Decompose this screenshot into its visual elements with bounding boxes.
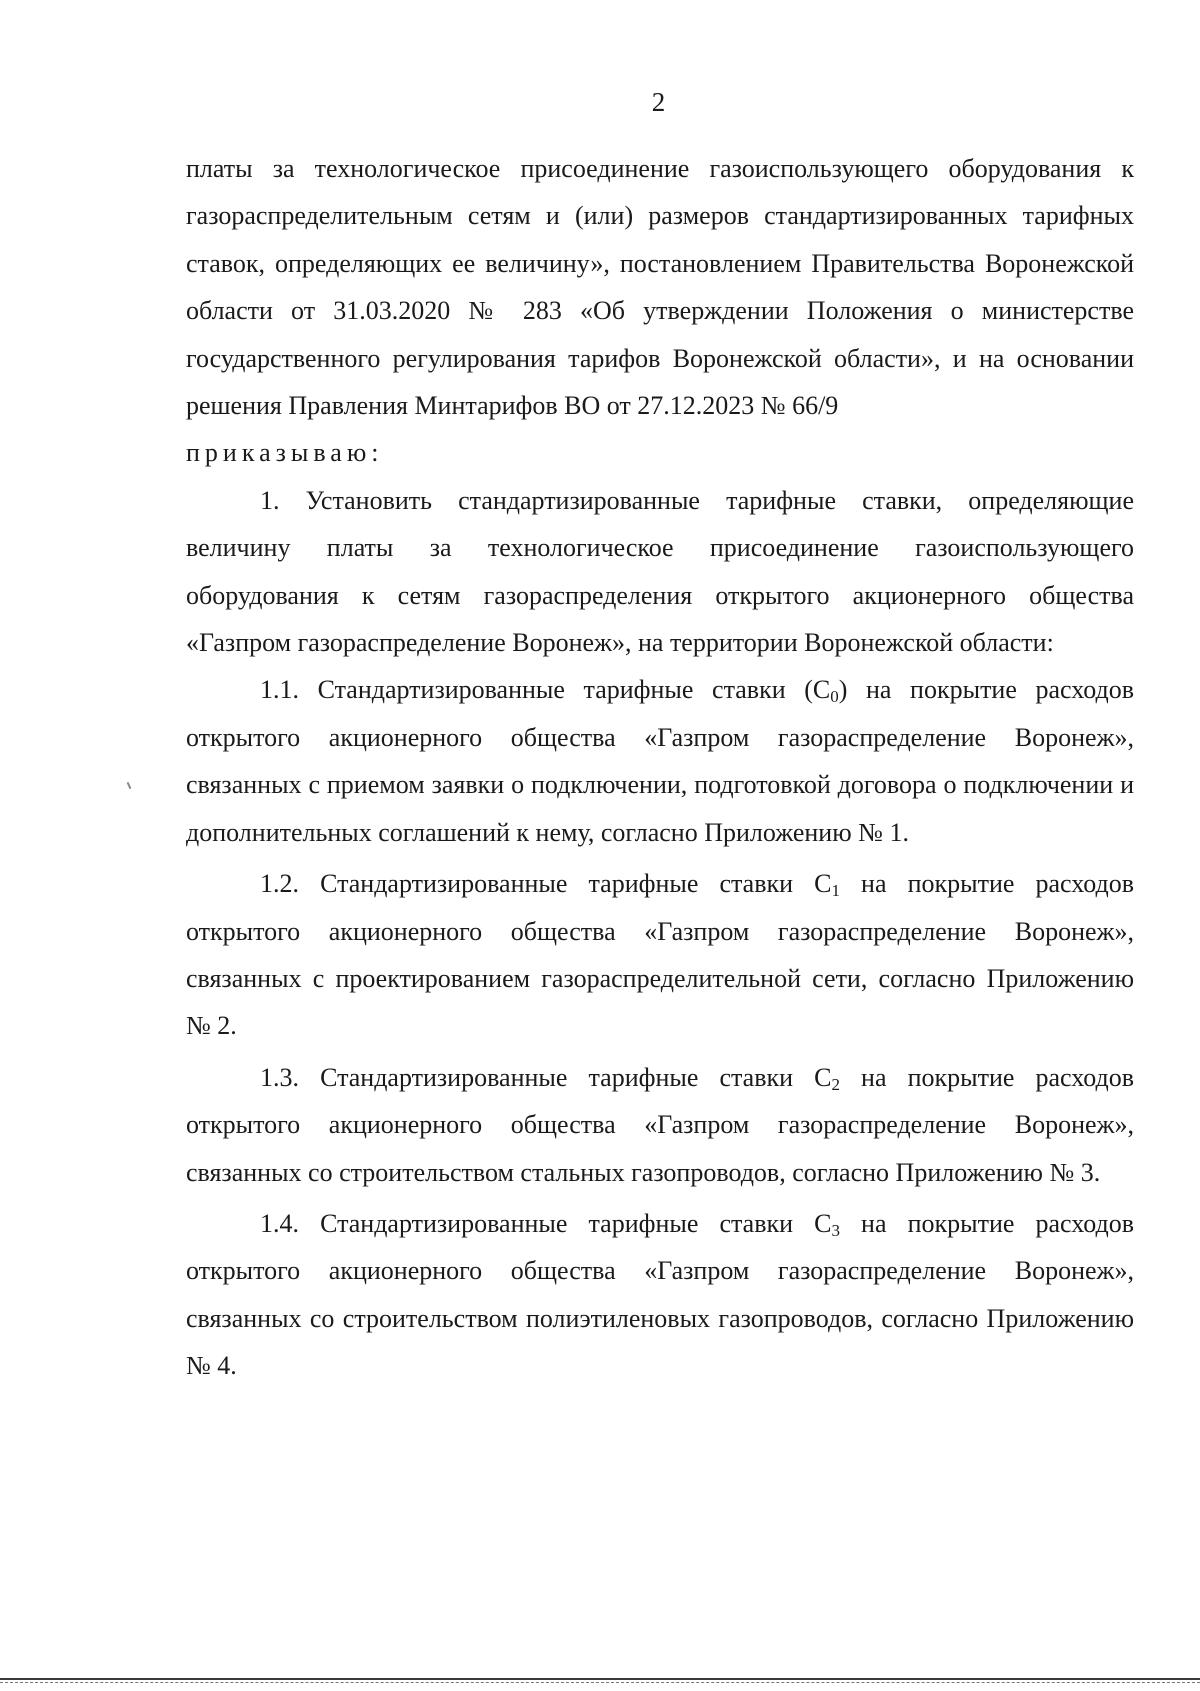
clause-1-4-text-end: на покрытие расходов открытого акционерного общества «Газпром газораспределение Воронеж», связанных со строительством полиэтиленовых газопроводов, согласно Приложению № 4.: [186, 1208, 1134, 1381]
clause-1-1: [186, 666, 1134, 856]
clause-1-2-text-end: на покрытие расходов открытого акционерного общества «Газпром газораспределение Воронеж», связанных с проектированием газораспределительной сети, согласно Приложению № 2.: [186, 869, 1134, 1041]
page-number: 2: [651, 87, 666, 117]
clause-1-1-text-start: 1.1. Стандартизированные тарифные ставки (С: [260, 675, 831, 705]
scan-edge-line: [0, 1678, 1200, 1680]
clause-1-2-text-start: 1.2. Стандартизированные тарифные ставки С: [260, 869, 832, 899]
clause-1-1-text-end: ) на покрытие расходов открытого акционерного общества «Газпром газораспределение Воронеж», связанных с приемом заявки о подключении, подготовкой договора о подключении и дополнительных соглашений к нему, согласно Приложению № 1.: [186, 675, 1134, 847]
clause-1-3: [186, 1054, 1134, 1196]
scan-edge-dash: [0, 1682, 1200, 1683]
intro-paragraph: платы за технологическое присоединение газоиспользующего оборудования к газораспределительным сетям и (или) размеров стандартизированных тарифных ставок, определяющих ее величину», постановлением Правительства Воронежской области от 31.03.2020 № 283 «Об утверждении Положения о министерстве государственного регулирования тарифов Воронежской области», и на основании решения Правления Минтарифов ВО от 27.12.2023 № 66/9: [186, 154, 1134, 421]
clause-1-2: [186, 860, 1134, 1050]
clause-1-3-text-end: на покрытие расходов открытого акционерного общества «Газпром газораспределение Воронеж», связанных со строительством стальных газопроводов, согласно Приложению № 3.: [186, 1062, 1134, 1187]
clause-1-4-subscript: 3: [831, 1220, 840, 1240]
clause-1-4-text-start: 1.4. Стандартизированные тарифные ставки С: [260, 1208, 832, 1238]
clause-1-4: [186, 1200, 1134, 1390]
document-body: [186, 145, 1134, 1390]
clause-1: 1. Установить стандартизированные тарифные ставки, определяющие величину платы за технологическое присоединение газоиспользующего оборудования к сетям газораспределения открытого акционерного общества «Газпром газораспределение Воронеж», на территории Воронежской области:: [186, 485, 1134, 658]
order-word: приказываю:: [186, 438, 384, 468]
clause-1-3-subscript: 2: [831, 1074, 840, 1094]
clause-1-1-subscript: 0: [830, 687, 839, 707]
clause-1-3-text-start: 1.3. Стандартизированные тарифные ставки С: [260, 1062, 832, 1092]
scan-speck: [127, 782, 132, 789]
clause-1-2-subscript: 1: [831, 881, 840, 901]
